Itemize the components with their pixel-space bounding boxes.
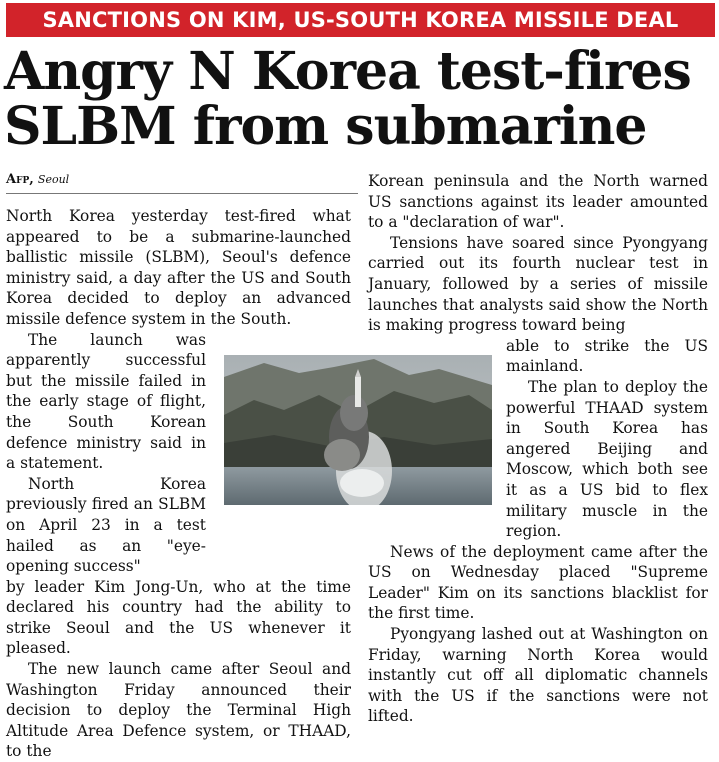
byline-agency: Afp, [6, 172, 34, 187]
paragraph: North Korea yesterday test-fired what appeared to be a submarine-launched ballistic missile (SLBM), Seoul's defence ministry said, a day after the US and South Korea decided to deploy an advanced missile defence system in the South. [6, 207, 351, 328]
paragraph: Tensions have soared since Pyongyang carried out its fourth nuclear test in January, followed by a series of missile launches that analysts said show the North is making progress toward being [368, 233, 708, 335]
byline-location: Seoul [37, 173, 70, 186]
paragraph: The launch was apparently successful but the missile failed in the early stage of flight, the South Korean defence ministry said in a statement. [6, 330, 206, 473]
paragraph: The new launch came after Seoul and Washington Friday announced their decision to deploy the Terminal High Altitude Area Defence system, or THAAD, to the [6, 660, 351, 761]
section-kicker: SANCTIONS ON KIM, US-SOUTH KOREA MISSILE DEAL [6, 3, 715, 37]
headline-line-1: Angry N Korea test-fires [4, 41, 691, 102]
paragraph: Korean peninsula and the North warned US sanctions against its leader amounted to a "declaration of war". [368, 172, 708, 232]
headline [4, 41, 719, 157]
missile-launch-photo [224, 355, 492, 505]
paragraph: Pyongyang lashed out at Washington on Friday, warning North Korea would instantly cut off all diplomatic channels with the US if the sanctions were not lifted. [368, 625, 708, 726]
byline [6, 172, 69, 187]
paragraph-continued: able to strike the US mainland. [506, 336, 708, 376]
headline-line-2: SLBM from submarine [4, 96, 647, 157]
byline-rule [6, 193, 358, 194]
paragraph: News of the deployment came after the US on Wednesday placed "Supreme Leader" Kim on its sanctions blacklist for the first time. [368, 542, 708, 623]
paragraph-continued: by leader Kim Jong-Un, who at the time declared his country had the ability to strike Seoul and the US whenever it pleased. [6, 577, 351, 658]
paragraph: North Korea previously fired an SLBM on April 23 in a test hailed as an "eye-opening success" [6, 474, 206, 576]
paragraph: The plan to deploy the powerful THAAD system in South Korea has angered Beijing and Moscow, which both see it as a US bid to flex military muscle in the region. [506, 377, 708, 541]
